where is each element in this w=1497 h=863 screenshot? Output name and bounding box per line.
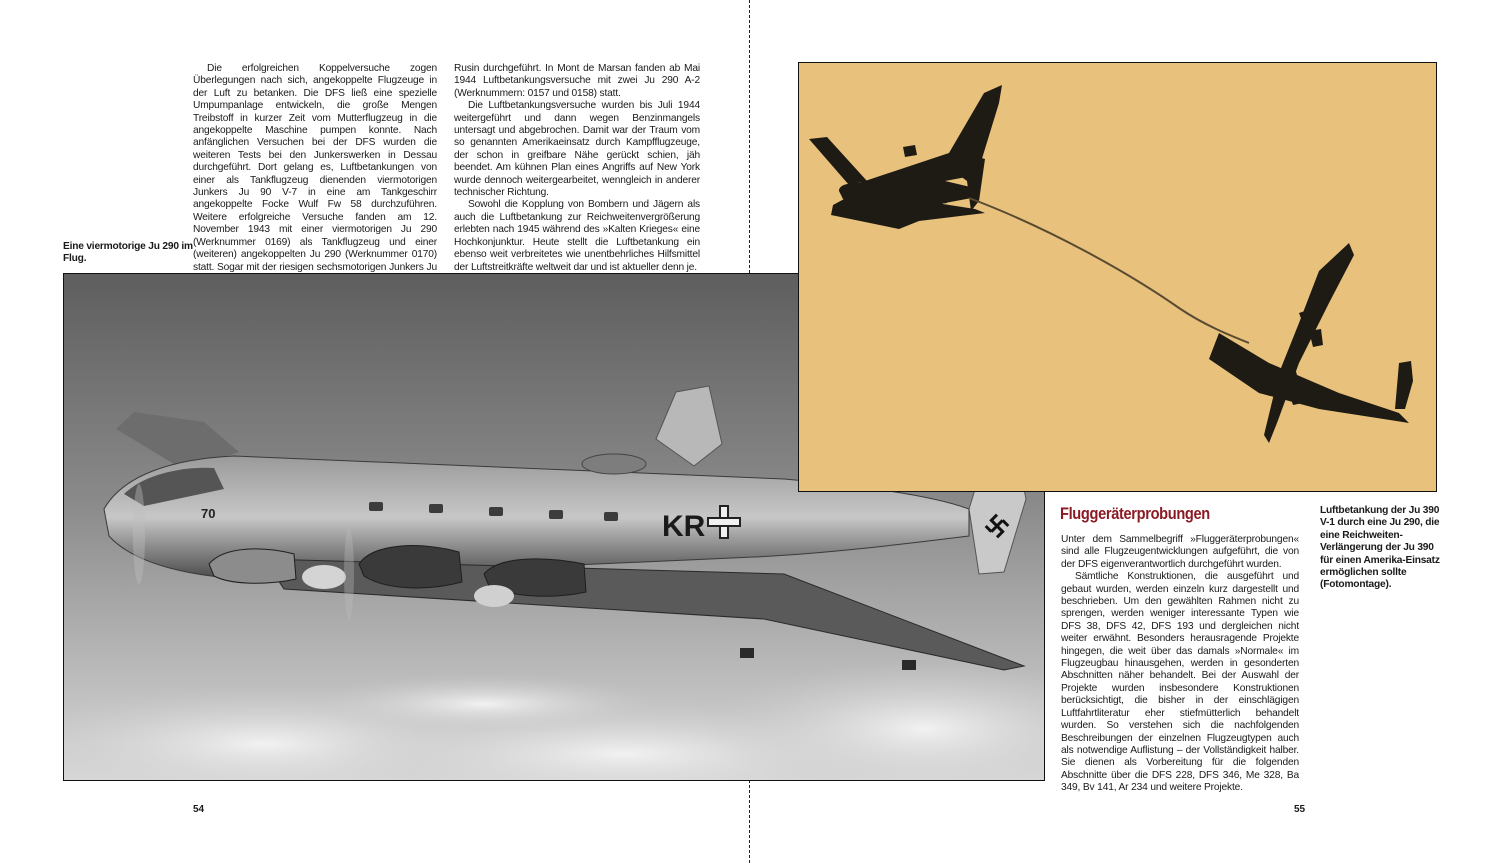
paragraph: Die Luftbetankungsversuche wurden bis Juli 1944 weitergeführt und dann wegen Benzinmangels untersagt und abgebrochen. Damit war der Traum vom so genannten Amerikaeinsatz durch Kampfflugzeuge, der schon in greifbare Nähe gerückt schien, jäh beendet. Am kühnen Plan eines Angriffs auf New York wurde dennoch weitergearbeitet, wenngleich in anderer technischer Richtung. (454, 100, 700, 199)
photo-caption-right: Luftbetankung der Ju 390 V-1 durch eine Ju 290, die eine Reichweiten-Verlängerung der Ju 390 für einen Amerika-Einsatz ermöglichen sollte (Fotomontage). (1320, 505, 1440, 591)
paragraph: Sämtliche Konstruktionen, die ausgeführt und gebaut wurden, werden einzeln kurz dargestellt und beschrieben. Um den gewählten Rahmen nicht zu sprengen, werden weniger interessante Typen wie DFS 38, DFS 42, DFS 193 und dergleichen nicht weiter erwähnt. Besonders herausragende Projekte hingegen, die weit über das damals »Normale« im Flugzeugbau hinausgehen, werden in gesonderten Abschnitten näher behandelt. Bei der Auswahl der Projekte wurden insbesondere Konstruktionen berücksichtigt, die bisher in der einschlägigen Luftfahrtliteratur eher stiefmütterlich behandelt wurden. So verstehen sich die nachfolgenden Beschreibungen der einzelnen Flugzeugtypen auch als notwendige Auflistung – der Vollständigkeit halber. Sie dienen als Vorbereitung für die folgenden Abschnitte über die DFS 228, DFS 346, Me 328, Ba 349, Bv 141, Ar 234 und weitere Projekte. (1061, 571, 1299, 794)
photo-refueling-montage (798, 62, 1437, 492)
section-heading: Fluggeräterprobungen (1060, 504, 1210, 523)
paragraph: Sowohl die Kopplung von Bombern und Jägern als auch die Luftbetankung zur Reichweitenvergrößerung erlebten nach 1945 während des »Kalten Krieges« eine Hochkonjunktur. Heute stellt die Luftbetankung ein ebenso weit verbreitetes wie unentbehrliches Hilfsmittel der Luftstreitkräfte weltweit dar und ist aktueller denn je. (454, 199, 700, 273)
photo-refueling-image (799, 63, 1436, 491)
text-column-3 (1061, 534, 1299, 795)
text-column-2 (454, 63, 700, 274)
paragraph: Rusin durchgeführt. In Mont de Marsan fanden ab Mai 1944 Luftbetankungsversuche mit zwei Ju 290 A-2 (Werknummern: 0157 und 0158) statt. (454, 63, 700, 99)
photo-caption-left: Eine viermotorige Ju 290 im Flug. (63, 241, 193, 265)
paragraph: Unter dem Sammelbegriff »Fluggeräterprobungen« sind alle Flugzeugentwicklungen aufgeführt, die von der DFS eigenverantwortlich durchgeführt wurden. (1061, 534, 1299, 570)
marking-code: KR (662, 510, 706, 543)
text-column-1 (193, 63, 437, 286)
page-number-left: 54 (193, 804, 205, 815)
marking-number: 70 (201, 506, 216, 521)
paragraph: Die erfolgreichen Koppelversuche zogen Überlegungen nach sich, angekoppelte Flugzeuge in der Luft zu betanken. Die DFS ließ eine spezielle Umpumpanlage entwickeln, die große Mengen Treibstoff in kurzer Zeit vom Mutterflugzeug in die angekoppelte Maschine pumpen konnte. Nach anfänglichen Versuchen bei der DFS wurden die weiteren Tests bei den Junkerswerken in Dessau durchgeführt. Dort gelang es, Luftbetankungen von einer als Tankflugzeug dienenden viermotorigen Junkers Ju 90 V-7 in eine am Tankgeschirr angekoppelte Focke Wulf Fw 58 durchzuführen. Weitere erfolgreiche Versuche fanden am 12. November 1943 mit einer viermotorigen Ju 290 (Werknummer 0169) als Tankflugzeug und einer (weiteren) angekoppelten Ju 290 (Werknummer 0170) statt. Sogar mit der riesigen sechsmotorigen Junkers Ju (193, 63, 437, 273)
page-number-right: 55 (1294, 804, 1306, 815)
